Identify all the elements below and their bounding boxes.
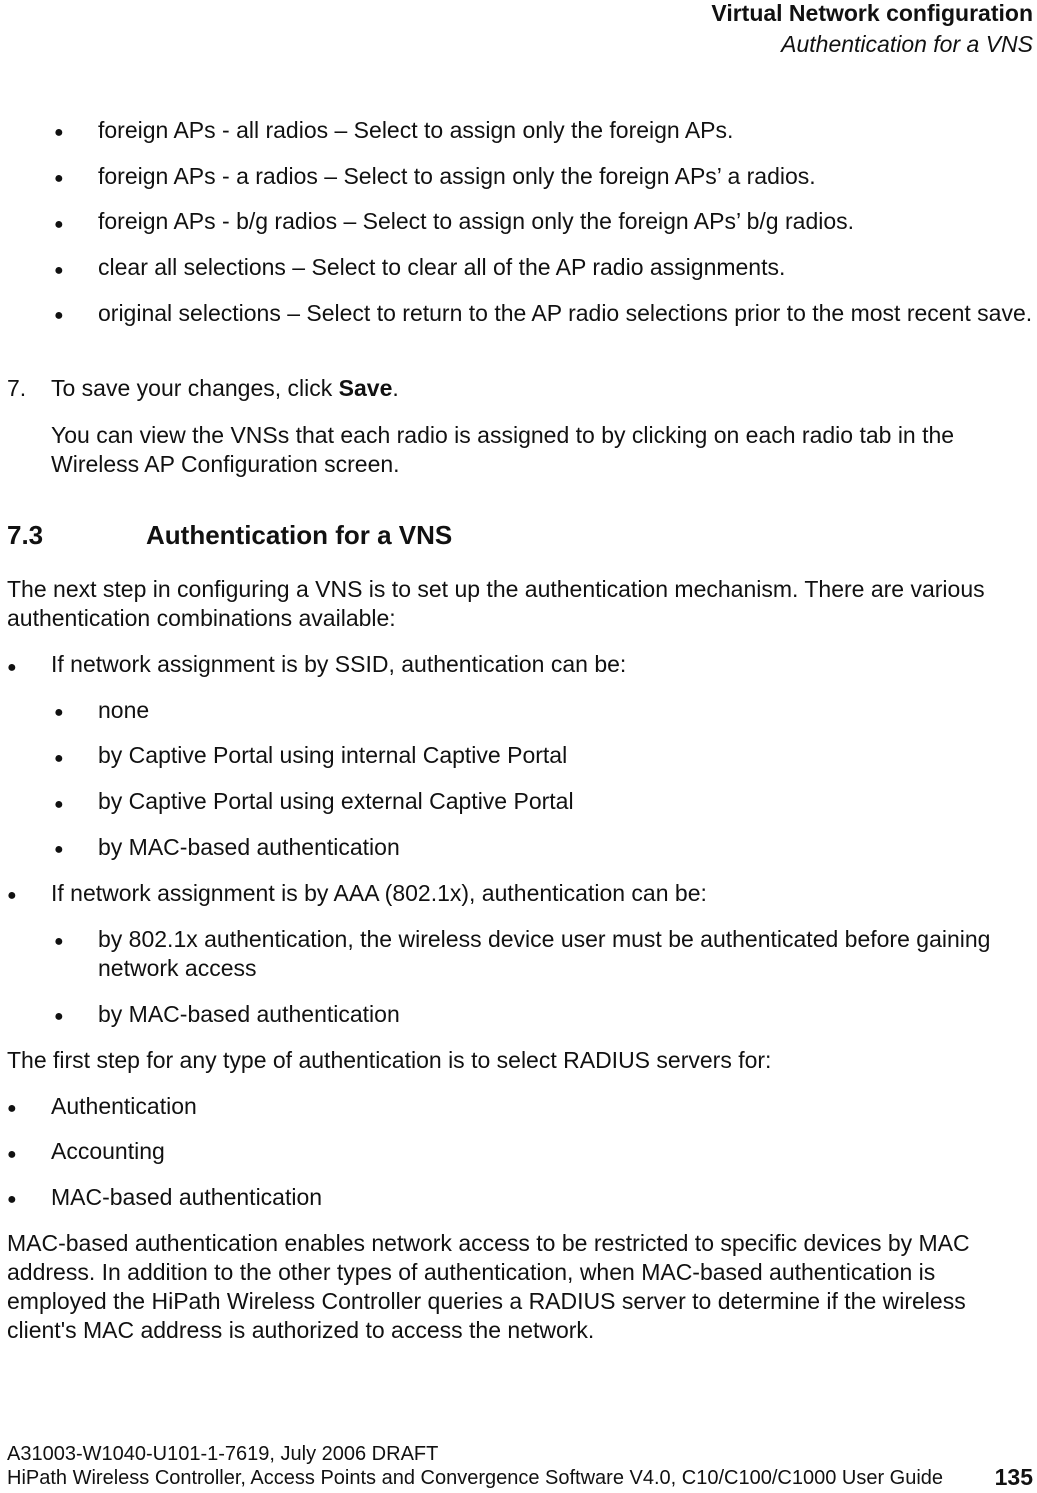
list-item: clear all selections – Select to clear all of the AP radio assignments. xyxy=(98,254,786,280)
bullet-glyph: ● xyxy=(7,887,17,904)
list-item: Authentication xyxy=(51,1093,197,1119)
bullet-glyph: ● xyxy=(54,216,64,233)
bullet-glyph: ● xyxy=(54,933,64,950)
bullet-glyph: ● xyxy=(7,659,17,676)
list-item: foreign APs - a radios – Select to assign only the foreign APs’ a radios. xyxy=(98,163,816,189)
step-text-end: . xyxy=(392,375,399,401)
bullet-glyph: ● xyxy=(54,1008,64,1025)
list-item: none xyxy=(98,697,150,723)
step-text-lead: To save your changes, click xyxy=(51,375,339,401)
list-item: Accounting xyxy=(51,1138,165,1164)
step-note: You can view the VNSs that each radio is assigned to by clicking on each radio tab in the Wireless AP Configuration screen. xyxy=(51,422,955,477)
footer-title: HiPath Wireless Controller, Access Points and Convergence Software V4.0, C10/C100/C1000 User Guide xyxy=(7,1467,944,1489)
list-item: by Captive Portal using internal Captive Portal xyxy=(98,742,568,768)
list-item: If network assignment is by AAA (802.1x), authentication can be: xyxy=(51,880,707,906)
list-item: MAC-based authentication xyxy=(51,1184,323,1210)
bullet-glyph: ● xyxy=(7,1100,17,1117)
list-item: by Captive Portal using external Captive Portal xyxy=(98,788,574,814)
section-intro: The next step in configuring a VNS is to set up the authentication mechanism. There are various authentication combinations available: xyxy=(7,576,985,631)
bullet-glyph: ● xyxy=(54,262,64,279)
save-label: Save xyxy=(338,375,393,401)
list-item: by 802.1x authentication, the wireless device user must be authenticated before gaining network access xyxy=(98,926,991,981)
bullet-glyph: ● xyxy=(54,704,64,721)
bullet-glyph: ● xyxy=(54,796,64,813)
bullet-glyph: ● xyxy=(54,307,64,324)
bullet-glyph: ● xyxy=(54,841,64,858)
bullet-glyph: ● xyxy=(7,1146,17,1163)
bullet-glyph: ● xyxy=(54,124,64,141)
section-number: 7.3 xyxy=(7,520,44,550)
list-item: foreign APs - b/g radios – Select to assign only the foreign APs’ b/g radios. xyxy=(98,208,855,234)
bullet-glyph: ● xyxy=(7,1191,17,1208)
mac-paragraph: MAC-based authentication enables network access to be restricted to specific devices by MAC address. In addition to the other types of authentication, when MAC-based authentication is employed the HiPath Wireless Controller queries a RADIUS server to determine if the wireless client's MAC address is authorized to access the network. xyxy=(7,1230,970,1343)
list-item: original selections – Select to return to the AP radio selections prior to the most recent save. xyxy=(98,300,1033,326)
bullet-glyph: ● xyxy=(54,750,64,767)
step-text xyxy=(51,374,1031,403)
step-number: 7. xyxy=(7,375,27,401)
section-title: Authentication for a VNS xyxy=(146,520,453,550)
running-header-title: Virtual Network configuration xyxy=(711,0,1033,26)
page-number: 135 xyxy=(994,1464,1033,1490)
bullet-glyph: ● xyxy=(54,170,64,187)
list-item: foreign APs - all radios – Select to assign only the foreign APs. xyxy=(98,117,734,143)
running-header-subtitle: Authentication for a VNS xyxy=(781,31,1033,57)
list-item: by MAC-based authentication xyxy=(98,1001,400,1027)
list-item: by MAC-based authentication xyxy=(98,834,400,860)
footer-docid: A31003-W1040-U101-1-7619, July 2006 DRAFT xyxy=(7,1443,439,1465)
list-item: If network assignment is by SSID, authentication can be: xyxy=(51,651,627,677)
radius-intro: The first step for any type of authentication is to select RADIUS servers for: xyxy=(7,1047,772,1073)
